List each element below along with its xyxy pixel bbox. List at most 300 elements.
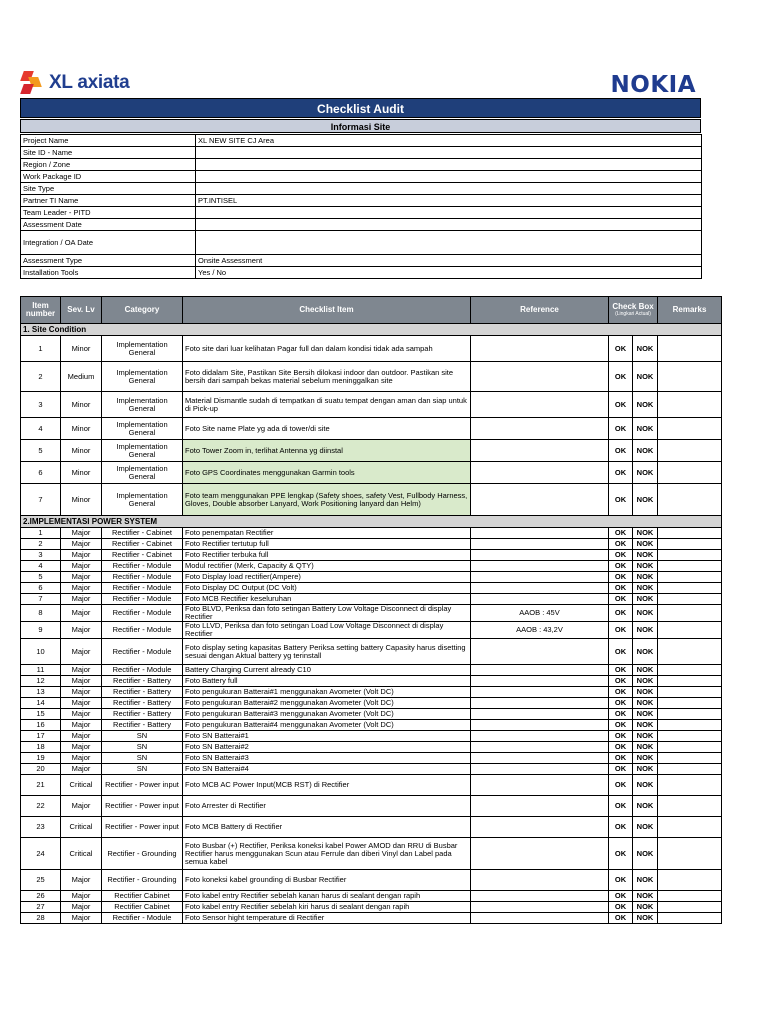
checklist-item: Foto MCB Battery di Rectifier [183, 817, 471, 838]
nok-checkbox[interactable]: NOK [633, 665, 658, 676]
table-row [21, 838, 722, 870]
nok-checkbox[interactable]: NOK [633, 392, 658, 418]
page-title: Checklist Audit [20, 98, 701, 118]
col-header-remarks: Remarks [658, 297, 722, 324]
nok-checkbox[interactable]: NOK [633, 336, 658, 362]
category: Rectifier - Cabinet [102, 539, 183, 550]
ok-checkbox[interactable]: OK [609, 362, 633, 392]
remarks-cell[interactable] [658, 539, 722, 550]
item-number: 13 [21, 687, 61, 698]
severity-level: Major [61, 687, 102, 698]
info-value[interactable] [196, 171, 702, 183]
info-value[interactable] [196, 231, 702, 255]
nok-checkbox[interactable]: NOK [633, 550, 658, 561]
ok-checkbox[interactable]: OK [609, 336, 633, 362]
reference [471, 913, 609, 924]
info-value[interactable] [196, 159, 702, 171]
checklist-item: Foto kabel entry Rectifier sebelah kanan harus di sealant dengan rapih [183, 891, 471, 902]
item-number: 10 [21, 639, 61, 665]
ok-checkbox[interactable]: OK [609, 462, 633, 484]
nok-checkbox[interactable]: NOK [633, 709, 658, 720]
info-value[interactable]: Onsite Assessment [196, 255, 702, 267]
category: SN [102, 753, 183, 764]
remarks-cell[interactable] [658, 392, 722, 418]
checklist-item: Foto Sensor hight temperature di Rectifier [183, 913, 471, 924]
category: Rectifier - Power input [102, 796, 183, 817]
reference [471, 891, 609, 902]
ok-checkbox[interactable]: OK [609, 720, 633, 731]
xl-logo-mark-icon [22, 69, 44, 97]
xl-axiata-logo [22, 68, 129, 98]
ok-checkbox[interactable]: OK [609, 605, 633, 622]
info-row [21, 147, 702, 159]
remarks-cell[interactable] [658, 528, 722, 539]
item-number: 25 [21, 870, 61, 891]
checklist-item: Foto SN Batterai#1 [183, 731, 471, 742]
table-row [21, 336, 722, 362]
ok-checkbox[interactable]: OK [609, 392, 633, 418]
info-label: Site ID - Name [21, 147, 196, 159]
section-subtitle: Informasi Site [20, 119, 701, 133]
item-number: 3 [21, 392, 61, 418]
nok-checkbox[interactable]: NOK [633, 462, 658, 484]
table-row [21, 913, 722, 924]
checklist-item: Foto pengukuran Batterai#3 menggunakan Avometer (Volt DC) [183, 709, 471, 720]
ok-checkbox[interactable]: OK [609, 913, 633, 924]
remarks-cell[interactable] [658, 817, 722, 838]
severity-level: Major [61, 764, 102, 775]
item-number: 4 [21, 418, 61, 440]
severity-level: Major [61, 550, 102, 561]
nok-checkbox[interactable]: NOK [633, 583, 658, 594]
severity-level: Major [61, 583, 102, 594]
nok-checkbox[interactable]: NOK [633, 639, 658, 665]
severity-level: Medium [61, 362, 102, 392]
item-number: 14 [21, 698, 61, 709]
remarks-cell[interactable] [658, 418, 722, 440]
category: Implementation General [102, 336, 183, 362]
reference [471, 676, 609, 687]
ok-checkbox[interactable]: OK [609, 753, 633, 764]
section-header-row [21, 324, 722, 336]
nok-checkbox[interactable]: NOK [633, 418, 658, 440]
severity-level: Minor [61, 462, 102, 484]
table-row [21, 742, 722, 753]
item-number: 12 [21, 676, 61, 687]
checklist-item: Material Dismantle sudah di tempatkan di suatu tempat dengan aman dan siap untuk di Pick-up [183, 392, 471, 418]
reference: AAOB : 43,2V [471, 622, 609, 639]
severity-level: Major [61, 539, 102, 550]
checklist-item: Foto Tower Zoom in, terlihat Antenna yg diinstal [183, 440, 471, 462]
remarks-cell[interactable] [658, 561, 722, 572]
ok-checkbox[interactable]: OK [609, 594, 633, 605]
info-row [21, 207, 702, 219]
remarks-cell[interactable] [658, 720, 722, 731]
reference [471, 709, 609, 720]
table-row [21, 665, 722, 676]
item-number: 23 [21, 817, 61, 838]
remarks-cell[interactable] [658, 870, 722, 891]
reference [471, 902, 609, 913]
ok-checkbox[interactable]: OK [609, 622, 633, 639]
table-row [21, 698, 722, 709]
reference [471, 817, 609, 838]
table-row [21, 462, 722, 484]
category: Rectifier - Module [102, 583, 183, 594]
ok-checkbox[interactable]: OK [609, 796, 633, 817]
ok-checkbox[interactable]: OK [609, 550, 633, 561]
item-number: 5 [21, 440, 61, 462]
reference [471, 639, 609, 665]
checklist-item: Foto Arrester di Rectifier [183, 796, 471, 817]
reference [471, 572, 609, 583]
checklist-item: Foto SN Batterai#4 [183, 764, 471, 775]
severity-level: Major [61, 572, 102, 583]
table-row [21, 561, 722, 572]
category: Rectifier - Cabinet [102, 550, 183, 561]
table-row [21, 605, 722, 622]
severity-level: Major [61, 891, 102, 902]
severity-level: Major [61, 870, 102, 891]
nok-checkbox[interactable]: NOK [633, 742, 658, 753]
ok-checkbox[interactable]: OK [609, 572, 633, 583]
checklist-item: Foto team menggunakan PPE lengkap (Safety shoes, safety Vest, Fullbody Harness, Gloves, Double absorber Lanyard, Work Positioning lanyard dan Helm) [183, 484, 471, 516]
reference [471, 698, 609, 709]
nok-checkbox[interactable]: NOK [633, 731, 658, 742]
info-row [21, 171, 702, 183]
item-number: 9 [21, 622, 61, 639]
checklist-item: Foto pengukuran Batterai#2 menggunakan Avometer (Volt DC) [183, 698, 471, 709]
ok-checkbox[interactable]: OK [609, 539, 633, 550]
item-number: 24 [21, 838, 61, 870]
severity-level: Minor [61, 418, 102, 440]
ok-checkbox[interactable]: OK [609, 676, 633, 687]
category: Rectifier Cabinet [102, 902, 183, 913]
severity-level: Major [61, 902, 102, 913]
ok-checkbox[interactable]: OK [609, 561, 633, 572]
nok-checkbox[interactable]: NOK [633, 775, 658, 796]
reference [471, 539, 609, 550]
checklist-item: Foto BLVD, Periksa dan foto setingan Battery Low Voltage Disconnect di display Rectifier [183, 605, 471, 622]
reference [471, 484, 609, 516]
severity-level: Major [61, 742, 102, 753]
severity-level: Major [61, 605, 102, 622]
ok-checkbox[interactable]: OK [609, 418, 633, 440]
info-value[interactable] [196, 207, 702, 219]
checklist-item: Foto SN Batterai#2 [183, 742, 471, 753]
nok-checkbox[interactable]: NOK [633, 817, 658, 838]
table-row [21, 639, 722, 665]
remarks-cell[interactable] [658, 484, 722, 516]
table-row [21, 796, 722, 817]
category: SN [102, 731, 183, 742]
info-label: Team Leader - PITD [21, 207, 196, 219]
item-number: 22 [21, 796, 61, 817]
category: Implementation General [102, 462, 183, 484]
info-label: Partner TI Name [21, 195, 196, 207]
info-value[interactable] [196, 147, 702, 159]
table-row [21, 731, 722, 742]
table-row [21, 709, 722, 720]
nok-checkbox[interactable]: NOK [633, 796, 658, 817]
reference [471, 594, 609, 605]
remarks-cell[interactable] [658, 440, 722, 462]
table-header-row [21, 297, 722, 324]
info-label: Assessment Date [21, 219, 196, 231]
checklist-item: Foto Rectifier terbuka full [183, 550, 471, 561]
site-info-table [20, 134, 702, 279]
info-value[interactable] [196, 183, 702, 195]
category: Implementation General [102, 440, 183, 462]
remarks-cell[interactable] [658, 639, 722, 665]
nok-checkbox[interactable]: NOK [633, 753, 658, 764]
ok-checkbox[interactable]: OK [609, 484, 633, 516]
severity-level: Major [61, 622, 102, 639]
checklist-item: Foto didalam Site, Pastikan Site Bersih dilokasi indoor dan outdoor. Pastikan site bersih dari sampah bekas material sebelum meninggalkan site [183, 362, 471, 392]
col-header-category: Category [102, 297, 183, 324]
severity-level: Major [61, 665, 102, 676]
remarks-cell[interactable] [658, 362, 722, 392]
nok-checkbox[interactable]: NOK [633, 687, 658, 698]
category: Rectifier - Power input [102, 775, 183, 796]
item-number: 3 [21, 550, 61, 561]
remarks-cell[interactable] [658, 913, 722, 924]
ok-checkbox[interactable]: OK [609, 902, 633, 913]
remarks-cell[interactable] [658, 796, 722, 817]
nok-checkbox[interactable]: NOK [633, 913, 658, 924]
info-row [21, 135, 702, 147]
checklist-item: Foto Display load rectifier(Ampere) [183, 572, 471, 583]
table-row [21, 775, 722, 796]
remarks-cell[interactable] [658, 594, 722, 605]
checklist-item: Foto MCB Rectifier keseluruhan [183, 594, 471, 605]
nok-checkbox[interactable]: NOK [633, 572, 658, 583]
nok-checkbox[interactable]: NOK [633, 594, 658, 605]
remarks-cell[interactable] [658, 775, 722, 796]
ok-checkbox[interactable]: OK [609, 583, 633, 594]
severity-level: Major [61, 639, 102, 665]
checklist-item: Foto GPS Coordinates menggunakan Garmin tools [183, 462, 471, 484]
category: Rectifier - Module [102, 594, 183, 605]
ok-checkbox[interactable]: OK [609, 698, 633, 709]
reference [471, 392, 609, 418]
ok-checkbox[interactable]: OK [609, 440, 633, 462]
section-header-row [21, 516, 722, 528]
info-value[interactable]: XL NEW SITE CJ Area [196, 135, 702, 147]
category: Implementation General [102, 362, 183, 392]
item-number: 4 [21, 561, 61, 572]
nok-checkbox[interactable]: NOK [633, 698, 658, 709]
remarks-cell[interactable] [658, 550, 722, 561]
remarks-cell[interactable] [658, 698, 722, 709]
nok-checkbox[interactable]: NOK [633, 440, 658, 462]
nok-checkbox[interactable]: NOK [633, 362, 658, 392]
info-label: Site Type [21, 183, 196, 195]
category: Rectifier - Battery [102, 709, 183, 720]
severity-level: Critical [61, 775, 102, 796]
nok-checkbox[interactable]: NOK [633, 676, 658, 687]
item-number: 27 [21, 902, 61, 913]
remarks-cell[interactable] [658, 462, 722, 484]
table-row [21, 817, 722, 838]
severity-level: Major [61, 796, 102, 817]
nok-checkbox[interactable]: NOK [633, 528, 658, 539]
table-row [21, 484, 722, 516]
nok-checkbox[interactable]: NOK [633, 484, 658, 516]
nok-checkbox[interactable]: NOK [633, 870, 658, 891]
table-row [21, 440, 722, 462]
severity-level: Major [61, 561, 102, 572]
remarks-cell[interactable] [658, 665, 722, 676]
severity-level: Major [61, 753, 102, 764]
info-label: Integration / OA Date [21, 231, 196, 255]
item-number: 1 [21, 336, 61, 362]
reference [471, 838, 609, 870]
remarks-cell[interactable] [658, 753, 722, 764]
remarks-cell[interactable] [658, 742, 722, 753]
category: Rectifier - Module [102, 561, 183, 572]
nok-checkbox[interactable]: NOK [633, 720, 658, 731]
info-row [21, 195, 702, 207]
category: Implementation General [102, 392, 183, 418]
nok-checkbox[interactable]: NOK [633, 539, 658, 550]
checklist-item: Foto penempatan Rectifier [183, 528, 471, 539]
section-title: 2.IMPLEMENTASI POWER SYSTEM [21, 516, 722, 528]
table-row [21, 676, 722, 687]
checklist-item: Battery Charging Current already C10 [183, 665, 471, 676]
table-row [21, 362, 722, 392]
checklist-item: Foto site dari luar kelihatan Pagar full dan dalam kondisi tidak ada sampah [183, 336, 471, 362]
category: Rectifier - Battery [102, 720, 183, 731]
category: Rectifier - Battery [102, 676, 183, 687]
remarks-cell[interactable] [658, 891, 722, 902]
remarks-cell[interactable] [658, 709, 722, 720]
reference [471, 775, 609, 796]
table-row [21, 891, 722, 902]
reference [471, 336, 609, 362]
table-row [21, 550, 722, 561]
checklist-item: Foto LLVD, Periksa dan foto setingan Load Low Voltage Disconnect di display Rectifier [183, 622, 471, 639]
info-row [21, 219, 702, 231]
nok-checkbox[interactable]: NOK [633, 891, 658, 902]
checklist-item: Foto koneksi kabel grounding di Busbar Rectifier [183, 870, 471, 891]
reference [471, 870, 609, 891]
ok-checkbox[interactable]: OK [609, 775, 633, 796]
item-number: 26 [21, 891, 61, 902]
col-header-item: Item number [21, 297, 61, 324]
ok-checkbox[interactable]: OK [609, 764, 633, 775]
remarks-cell[interactable] [658, 838, 722, 870]
remarks-cell[interactable] [658, 583, 722, 594]
nok-checkbox[interactable]: NOK [633, 838, 658, 870]
nok-checkbox[interactable]: NOK [633, 764, 658, 775]
checklist-item: Foto kabel entry Rectifier sebelah kiri harus di sealant dengan rapih [183, 902, 471, 913]
checkbox-header-sub: (Lingkari Actual) [615, 311, 651, 317]
reference [471, 753, 609, 764]
checklist-item: Foto Rectifier tertutup full [183, 539, 471, 550]
nok-checkbox[interactable]: NOK [633, 622, 658, 639]
item-number: 7 [21, 484, 61, 516]
nok-checkbox[interactable]: NOK [633, 902, 658, 913]
table-row [21, 902, 722, 913]
info-label: Installation Tools [21, 267, 196, 279]
item-number: 7 [21, 594, 61, 605]
severity-level: Major [61, 709, 102, 720]
reference [471, 440, 609, 462]
item-number: 15 [21, 709, 61, 720]
table-row [21, 764, 722, 775]
ok-checkbox[interactable]: OK [609, 817, 633, 838]
col-header-checkbox [609, 297, 658, 324]
info-value[interactable]: Yes / No [196, 267, 702, 279]
checkbox-header-label: Check Box [612, 302, 654, 311]
checklist-item: Modul rectifier (Merk, Capacity & QTY) [183, 561, 471, 572]
remarks-cell[interactable] [658, 902, 722, 913]
nok-checkbox[interactable]: NOK [633, 561, 658, 572]
table-row [21, 753, 722, 764]
category: Rectifier - Battery [102, 698, 183, 709]
ok-checkbox[interactable]: OK [609, 528, 633, 539]
remarks-cell[interactable] [658, 676, 722, 687]
checklist-item: Foto Busbar (+) Rectifier, Periksa koneksi kabel Power AMOD dan RRU di Busbar Rectifier harus menggunakan Scun atau Ferrule dan diberi Vinyl dan Label pada semua kabel [183, 838, 471, 870]
severity-level: Major [61, 594, 102, 605]
severity-level: Minor [61, 440, 102, 462]
ok-checkbox[interactable]: OK [609, 665, 633, 676]
reference [471, 583, 609, 594]
severity-level: Major [61, 528, 102, 539]
item-number: 5 [21, 572, 61, 583]
severity-level: Minor [61, 484, 102, 516]
ok-checkbox[interactable]: OK [609, 742, 633, 753]
remarks-cell[interactable] [658, 605, 722, 622]
category: Rectifier - Module [102, 913, 183, 924]
checklist-item: Foto Site name Plate yg ada di tower/di site [183, 418, 471, 440]
remarks-cell[interactable] [658, 572, 722, 583]
severity-level: Major [61, 913, 102, 924]
info-value[interactable]: PT.INTISEL [196, 195, 702, 207]
reference [471, 764, 609, 775]
checklist-item: Foto MCB AC Power Input(MCB RST) di Rectifier [183, 775, 471, 796]
ok-checkbox[interactable]: OK [609, 838, 633, 870]
category: Implementation General [102, 418, 183, 440]
category: Rectifier - Battery [102, 687, 183, 698]
nok-checkbox[interactable]: NOK [633, 605, 658, 622]
table-row [21, 594, 722, 605]
remarks-cell[interactable] [658, 687, 722, 698]
ok-checkbox[interactable]: OK [609, 870, 633, 891]
ok-checkbox[interactable]: OK [609, 891, 633, 902]
remarks-cell[interactable] [658, 336, 722, 362]
xl-logo-text: XL axiata [49, 72, 130, 93]
item-number: 8 [21, 605, 61, 622]
ok-checkbox[interactable]: OK [609, 731, 633, 742]
category: Rectifier - Module [102, 622, 183, 639]
ok-checkbox[interactable]: OK [609, 639, 633, 665]
remarks-cell[interactable] [658, 764, 722, 775]
severity-level: Major [61, 676, 102, 687]
reference [471, 796, 609, 817]
ok-checkbox[interactable]: OK [609, 687, 633, 698]
remarks-cell[interactable] [658, 622, 722, 639]
table-row [21, 418, 722, 440]
ok-checkbox[interactable]: OK [609, 709, 633, 720]
reference [471, 731, 609, 742]
info-value[interactable] [196, 219, 702, 231]
category: Rectifier - Grounding [102, 838, 183, 870]
checklist-item: Foto Display DC Output (DC Volt) [183, 583, 471, 594]
category: SN [102, 764, 183, 775]
remarks-cell[interactable] [658, 731, 722, 742]
